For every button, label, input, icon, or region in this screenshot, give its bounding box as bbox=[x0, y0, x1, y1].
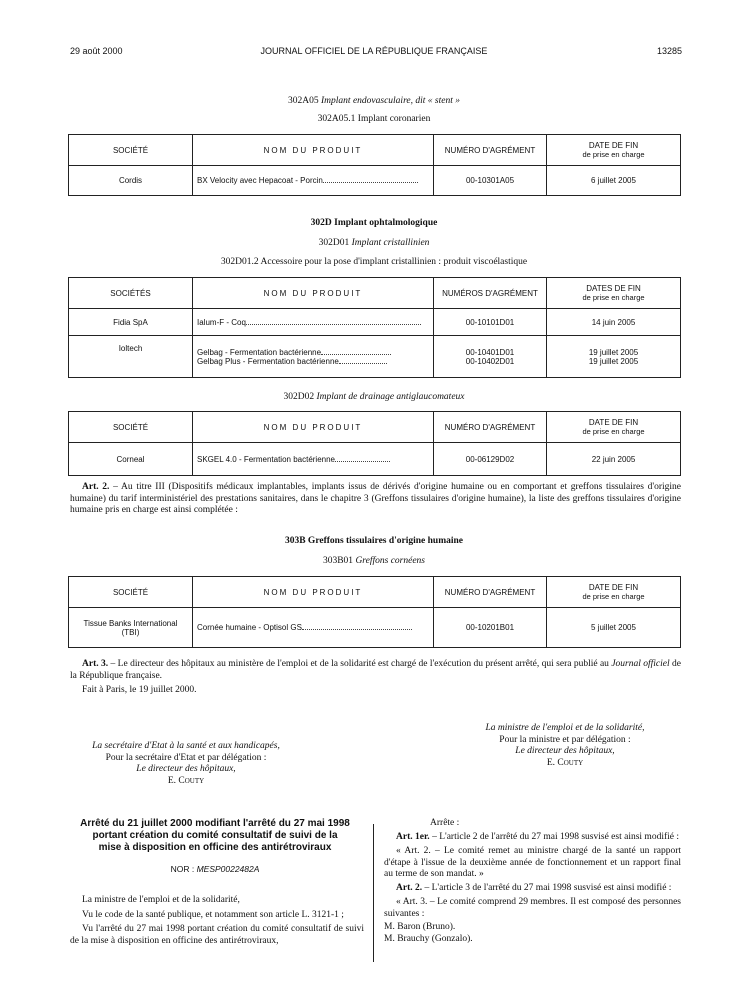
cell-numero: 00-10201B01 bbox=[434, 608, 547, 648]
table-row bbox=[69, 336, 681, 378]
header-date: 29 août 2000 bbox=[70, 46, 123, 56]
cell-nom: Cornée humaine - Optisol GS bbox=[193, 608, 434, 648]
product-table-4 bbox=[68, 576, 681, 648]
cell-date: 6 juillet 2005 bbox=[547, 166, 681, 196]
table-row bbox=[69, 608, 681, 648]
quote-article-2: « Art. 2. – Le comité remet au ministre chargé de la santé un rapport d'étape à l'issue de la deuxième année de fonctionnement et un rapport final au terme de son mandat. » bbox=[384, 846, 681, 879]
quote-article-3: « Art. 3. – Le comité comprend 29 membres. Il est composé des personnes suivantes : bbox=[384, 897, 681, 919]
cell-nom: Ialum-F - Coq bbox=[193, 309, 434, 336]
section-heading bbox=[0, 96, 748, 106]
col-numero: NUMÉRO D'AGRÉMENT bbox=[434, 135, 547, 166]
cell-societe: Cordis bbox=[69, 166, 193, 196]
col-societe: SOCIÉTÉ bbox=[69, 412, 193, 443]
col-nom-produit: NOM DU PRODUIT bbox=[193, 412, 434, 443]
product-table-2 bbox=[68, 277, 681, 378]
signature-block-secretaire: La secrétaire d'Etat à la santé et aux handicapés, Pour la secrétaire d'Etat et par délégation : Le directeur des hôpitaux, E. Couty bbox=[92, 741, 280, 786]
nor-reference: NOR : MESP0022482A bbox=[170, 864, 260, 874]
table-row bbox=[69, 166, 681, 196]
table-header-row bbox=[69, 412, 681, 443]
col-date-fin: DATE DE FIN de prise en charge bbox=[547, 135, 681, 166]
col-numero: NUMÉROS D'AGRÉMENT bbox=[434, 278, 547, 309]
column-divider bbox=[373, 824, 374, 962]
col-nom-produit: NOM DU PRODUIT bbox=[193, 278, 434, 309]
article-2-modification: Art. 2. – L'article 3 de l'arrêté du 27 mai 1998 susvisé est ainsi modifié : bbox=[396, 882, 672, 893]
article-2: Art. 2. – Au titre III (Dispositifs médicaux implantables, implants issus de dérivés d'origine humaine ou en comportant et greffons tissulaires d'origine humaine) du tarif interministériel des prestations sanitaires, dans le chapitre 3 (Greffons tissulaires d'origine humaine), la liste des greffons tissulaires d'origine humaine pris en charge est ainsi complétée : bbox=[70, 482, 681, 515]
table-header-row bbox=[69, 278, 681, 309]
cell-date: 5 juillet 2005 bbox=[547, 608, 681, 648]
cell-numero: 00-06129D02 bbox=[434, 443, 547, 476]
col-date-fin: DATE DE FIN de prise en charge bbox=[547, 577, 681, 608]
product-table-3 bbox=[68, 411, 681, 476]
cell-numero: 00-10101D01 bbox=[434, 309, 547, 336]
cell-nom: SKGEL 4.0 - Fermentation bactérienne bbox=[193, 443, 434, 476]
paragraph: La ministre de l'emploi et de la solidarité, bbox=[82, 895, 240, 905]
subsection-heading: 303B01 Greffons cornéens bbox=[322, 556, 426, 566]
subsection-heading: 302D01 Implant cristallinien bbox=[318, 238, 430, 248]
cell-date: 22 juin 2005 bbox=[547, 443, 681, 476]
fait-a-paris: Fait à Paris, le 19 juillet 2000. bbox=[82, 685, 197, 695]
table-header-row bbox=[69, 135, 681, 166]
paragraph: Vu le code de la santé publique, et notamment son article L. 3121-1 ; bbox=[82, 909, 344, 920]
table-row bbox=[69, 443, 681, 476]
left-column-text bbox=[70, 895, 364, 947]
arrete-title: Arrêté du 21 juillet 2000 modifiant l'arrêté du 27 mai 1998 portant création du comité consultatif de suivi de la mise à disposition en officine des antirétroviraux bbox=[80, 818, 350, 853]
section-code: 302A05 bbox=[288, 96, 319, 106]
col-societe: SOCIÉTÉS bbox=[69, 278, 193, 309]
col-numero: NUMÉRO D'AGRÉMENT bbox=[434, 577, 547, 608]
header-page-number: 13285 bbox=[656, 46, 682, 56]
cell-societe: Ioltech bbox=[69, 336, 193, 378]
col-date-fin: DATES DE FIN de prise en charge bbox=[547, 278, 681, 309]
signature-block-ministre: La ministre de l'emploi et de la solidarité, Pour la ministre et par délégation : Le directeur des hôpitaux, E. Couty bbox=[485, 723, 645, 768]
col-numero: NUMÉRO D'AGRÉMENT bbox=[434, 412, 547, 443]
subsection-heading: 302A05.1 Implant coronarien bbox=[317, 114, 431, 124]
col-societe: SOCIÉTÉ bbox=[69, 577, 193, 608]
table-header-row bbox=[69, 577, 681, 608]
section-heading: 302D Implant ophtalmologique bbox=[310, 218, 438, 228]
section-heading: 303B Greffons tissulaires d'origine humaine bbox=[284, 536, 464, 546]
cell-societe: Fidia SpA bbox=[69, 309, 193, 336]
cell-societe: Tissue Banks International (TBI) bbox=[69, 608, 193, 648]
cell-numero: 00-10401D01 00-10402D01 bbox=[434, 336, 547, 378]
cell-date: 14 juin 2005 bbox=[547, 309, 681, 336]
col-nom-produit: NOM DU PRODUIT bbox=[193, 135, 434, 166]
cell-date: 19 juillet 2005 19 juillet 2005 bbox=[547, 336, 681, 378]
col-nom-produit: NOM DU PRODUIT bbox=[193, 577, 434, 608]
member-name: M. Baron (Bruno). bbox=[384, 922, 456, 932]
table-row bbox=[69, 309, 681, 336]
cell-numero: 00-10301A05 bbox=[434, 166, 547, 196]
cell-societe: Corneal bbox=[69, 443, 193, 476]
header-journal-title: JOURNAL OFFICIEL DE LA RÉPUBLIQUE FRANÇAISE bbox=[260, 46, 488, 56]
cell-nom: BX Velocity avec Hepacoat - Porcin bbox=[193, 166, 434, 196]
col-societe: SOCIÉTÉ bbox=[69, 135, 193, 166]
col-date-fin: DATE DE FIN de prise en charge bbox=[547, 412, 681, 443]
arrete-label: Arrête : bbox=[430, 818, 460, 828]
cell-nom: Gelbag - Fermentation bactérienne Gelbag Plus - Fermentation bactérienne bbox=[193, 336, 434, 378]
product-table-1 bbox=[68, 134, 681, 196]
subsection-heading-2: 302D01.2 Accessoire pour la pose d'implant cristallinien : produit viscoélastique bbox=[220, 257, 528, 267]
subsection-heading: 302D02 Implant de drainage antiglaucomateux bbox=[283, 392, 465, 402]
section-title: Implant endovasculaire, dit « stent » bbox=[321, 96, 460, 106]
right-column-text bbox=[384, 818, 681, 945]
member-name: M. Brauchy (Gonzalo). bbox=[384, 933, 473, 944]
article-1: Art. 1er. – L'article 2 de l'arrêté du 27 mai 1998 susvisé est ainsi modifié : bbox=[396, 831, 679, 842]
article-3: Art. 3. – Le directeur des hôpitaux au ministère de l'emploi et de la solidarité est chargé de l'exécution du présent arrêté, qui sera publié au Journal officiel de la République française. bbox=[70, 659, 682, 681]
paragraph: Vu l'arrêté du 27 mai 1998 portant création du comité consultatif de suivi de la mise à disposition en officine des antirétroviraux, bbox=[70, 924, 364, 946]
